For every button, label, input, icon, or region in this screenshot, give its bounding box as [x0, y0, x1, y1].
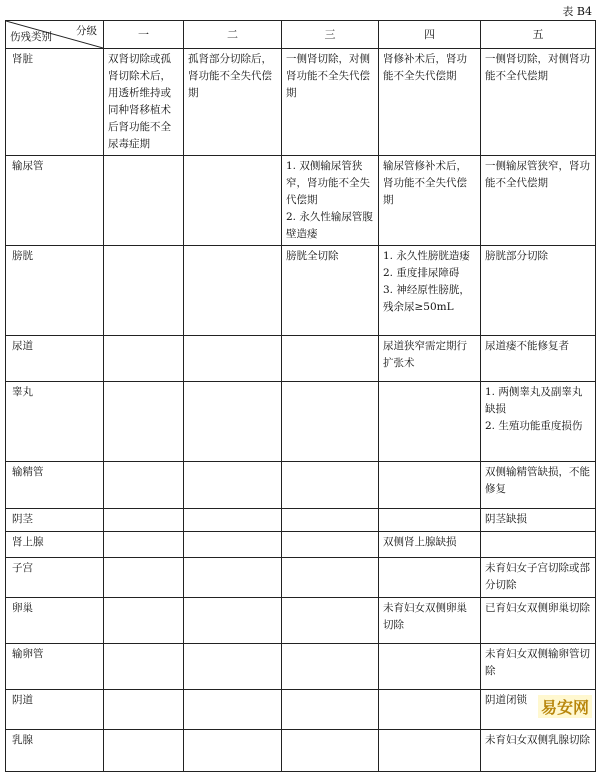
table-row: [6, 156, 596, 246]
grade-cell: [379, 509, 481, 532]
category-cell: 阴道: [6, 690, 104, 730]
table-row: [6, 532, 596, 558]
table-row: [6, 558, 596, 598]
category-cell: 子宫: [6, 558, 104, 598]
grade-cell: [282, 509, 379, 532]
criterion-text: 3. 神经原性膀胱，残余尿≥50mL: [383, 284, 470, 313]
category-cell: 乳腺: [6, 730, 104, 772]
criterion-text: 已育妇女双侧卵巢切除: [485, 602, 590, 614]
criterion-text: 肾修补术后，肾功能不全失代偿期: [383, 53, 467, 82]
criterion-text: 阴道闭锁: [485, 694, 527, 706]
grade-cell: [104, 462, 184, 509]
category-cell: 输卵管: [6, 644, 104, 690]
grade-cell: [481, 730, 596, 772]
grade-cell: [282, 382, 379, 462]
grade-cell: [282, 336, 379, 382]
grade-cell: [184, 462, 282, 509]
grade-cell: [282, 246, 379, 336]
criterion-text: 2. 生殖功能重度损伤: [485, 420, 583, 432]
criterion-text: 尿道瘘不能修复者: [485, 340, 569, 352]
grade-cell: [481, 532, 596, 558]
criterion-text: 2. 重度排尿障碍: [383, 267, 460, 279]
table-row: [6, 462, 596, 509]
criterion-text: 膀胱部分切除: [485, 250, 548, 262]
criterion-text: 双侧输精管缺损，不能修复: [485, 466, 590, 495]
criterion-text: 一侧肾切除，对侧肾功能不全代偿期: [485, 53, 590, 82]
table-row: [6, 598, 596, 644]
table-row: [6, 382, 596, 462]
grade-cell: [184, 246, 282, 336]
grade-cell: [379, 156, 481, 246]
grade-cell: [104, 532, 184, 558]
watermark-logo: 易安网: [538, 695, 592, 718]
table-row: [6, 509, 596, 532]
grade-cell: [184, 156, 282, 246]
grade-cell: [379, 644, 481, 690]
grade-cell: [481, 558, 596, 598]
grade-cell: [104, 598, 184, 644]
criterion-text: 尿道狭窄需定期行扩张术: [383, 340, 467, 369]
grade-cell: [481, 598, 596, 644]
grade-header: 二: [184, 21, 282, 49]
criterion-text: 2. 永久性输尿管腹壁造瘘: [286, 211, 373, 240]
grade-cell: [282, 730, 379, 772]
category-cell: 膀胱: [6, 246, 104, 336]
criterion-text: 双肾切除或孤肾切除术后，用透析维持或同种肾移植术后肾功能不全尿毒症期: [108, 53, 171, 150]
grade-cell: [481, 156, 596, 246]
grade-cell: [184, 382, 282, 462]
grade-cell: [104, 730, 184, 772]
grade-cell: [184, 598, 282, 644]
grade-cell: [481, 49, 596, 156]
grade-cell: [379, 382, 481, 462]
header-row: [6, 21, 596, 49]
grade-cell: [282, 644, 379, 690]
grade-cell: [481, 336, 596, 382]
criterion-text: 一侧输尿管狭窄，肾功能不全代偿期: [485, 160, 590, 189]
criterion-text: 1. 永久性膀胱造瘘: [383, 250, 470, 262]
table-row: [6, 246, 596, 336]
grade-cell: [184, 49, 282, 156]
grade-cell: [282, 598, 379, 644]
grade-cell: [184, 690, 282, 730]
grade-header: 五: [481, 21, 596, 49]
grade-header: 三: [282, 21, 379, 49]
grade-cell: [184, 509, 282, 532]
grade-cell: [104, 509, 184, 532]
grade-cell: [104, 690, 184, 730]
grade-cell: [481, 246, 596, 336]
criterion-text: 阴茎缺损: [485, 513, 527, 525]
header-corner: [6, 21, 104, 49]
grade-cell: [481, 382, 596, 462]
table-row: [6, 49, 596, 156]
grade-cell: [379, 49, 481, 156]
grade-cell: [282, 49, 379, 156]
criterion-text: 双侧肾上腺缺损: [383, 536, 457, 548]
grade-header: 一: [104, 21, 184, 49]
grade-cell: [481, 509, 596, 532]
criterion-text: 膀胱全切除: [286, 250, 339, 262]
category-cell: 睾丸: [6, 382, 104, 462]
grade-cell: [184, 532, 282, 558]
criterion-text: 1. 两侧睾丸及副睾丸缺损: [485, 386, 583, 415]
category-cell: 输尿管: [6, 156, 104, 246]
criterion-text: 输尿管修补术后，肾功能不全失代偿期: [383, 160, 467, 206]
grade-cell: [379, 246, 481, 336]
grade-cell: [282, 156, 379, 246]
grade-cell: [379, 336, 481, 382]
criterion-text: 未育妇女双侧乳腺切除: [485, 734, 590, 746]
grade-cell: [481, 644, 596, 690]
grade-cell: [184, 730, 282, 772]
grade-cell: [104, 336, 184, 382]
grade-cell: [481, 462, 596, 509]
category-cell: 肾脏: [6, 49, 104, 156]
criterion-text: 未育妇女子宫切除或部分切除: [485, 562, 590, 591]
category-cell: 肾上腺: [6, 532, 104, 558]
grade-cell: [184, 558, 282, 598]
grade-cell: [104, 49, 184, 156]
table-row: [6, 730, 596, 772]
criterion-text: 1. 双侧输尿管狭窄，肾功能不全失代偿期: [286, 160, 370, 206]
corner-category-label: 伤残类别: [10, 31, 52, 43]
table-row: [6, 336, 596, 382]
grade-cell: [282, 690, 379, 730]
grade-cell: [379, 690, 481, 730]
criterion-text: 未育妇女双侧卵巢切除: [383, 602, 467, 631]
category-cell: 尿道: [6, 336, 104, 382]
criterion-text: 未育妇女双侧输卵管切除: [485, 648, 590, 677]
grade-cell: [104, 558, 184, 598]
grade-cell: [379, 532, 481, 558]
grade-cell: [282, 462, 379, 509]
grade-cell: [104, 382, 184, 462]
table-row: [6, 644, 596, 690]
table-row: [6, 690, 596, 730]
category-cell: 卵巢: [6, 598, 104, 644]
grade-cell: [379, 558, 481, 598]
grade-cell: [184, 336, 282, 382]
grade-cell: [184, 644, 282, 690]
grade-cell: [282, 558, 379, 598]
grade-cell: [104, 156, 184, 246]
table-caption: 表 B4: [562, 5, 592, 18]
criterion-text: 孤肾部分切除后，肾功能不全失代偿期: [188, 53, 272, 99]
grade-cell: [282, 532, 379, 558]
grade-cell: [104, 246, 184, 336]
grade-cell: [104, 644, 184, 690]
grade-cell: [379, 462, 481, 509]
criterion-text: 一侧肾切除，对侧肾功能不全失代偿期: [286, 53, 370, 99]
grade-cell: [379, 730, 481, 772]
category-cell: 输精管: [6, 462, 104, 509]
category-cell: 阴茎: [6, 509, 104, 532]
disability-grade-table: [5, 20, 596, 772]
corner-grade-label: 分级: [76, 25, 97, 37]
grade-header: 四: [379, 21, 481, 49]
grade-cell: [379, 598, 481, 644]
